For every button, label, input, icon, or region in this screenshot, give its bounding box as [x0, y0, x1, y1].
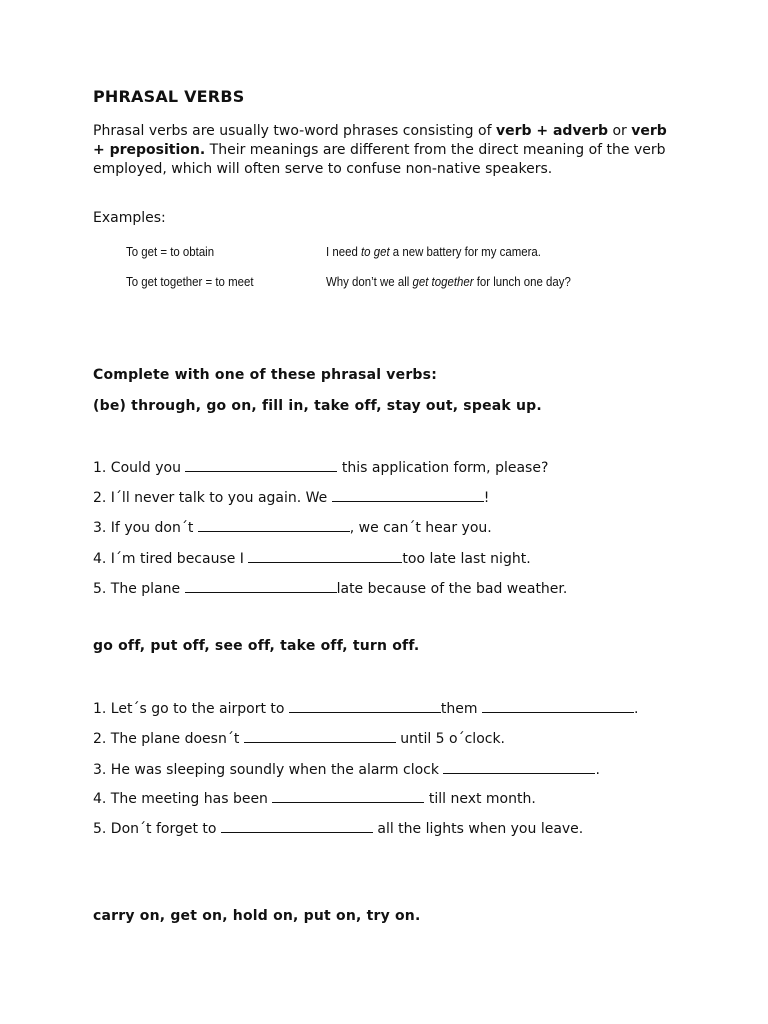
section1-question-1 [93, 457, 548, 476]
section1-instruction: Complete with one of these phrasal verbs: [93, 367, 437, 383]
example-phrasal-verb: get together [412, 274, 474, 289]
section2-options: go off, put off, see off, take off, turn off. [93, 638, 420, 654]
answer-blank[interactable] [482, 698, 634, 713]
question-text: them [440, 701, 482, 717]
intro-text-2: or [608, 123, 632, 139]
intro-text-1: Phrasal verbs are usually two-word phrases consisting of [93, 123, 496, 139]
question-text: all the lights when you leave. [372, 821, 584, 837]
example-sentence-text: a new battery for my camera. [389, 244, 541, 259]
example-phrasal-verb: to get [360, 244, 390, 259]
answer-blank[interactable] [443, 759, 595, 774]
question-text: too late last night. [402, 551, 531, 567]
section1-options: (be) through, go on, fill in, take off, stay out, speak up. [93, 398, 542, 414]
example-sentence-1 [326, 244, 541, 259]
answer-blank[interactable] [248, 548, 402, 563]
question-text: ! [483, 490, 490, 506]
question-text: 2. The plane doesn´t [93, 731, 244, 747]
answer-blank[interactable] [221, 818, 373, 833]
question-text: this application form, please? [337, 460, 549, 476]
intro-text-3: Their meanings are different from the direct meaning of the verb employed, which will often serve to confuse non-native speakers. [93, 142, 666, 177]
question-text: till next month. [424, 791, 536, 807]
example-sentence-text: Why don’t we all [326, 274, 413, 289]
example-definition-2: To get together = to meet [126, 274, 254, 289]
section2-question-1 [93, 698, 638, 717]
section1-question-5 [93, 578, 567, 597]
question-text: 1. Let´s go to the airport to [93, 701, 289, 717]
section2-question-5 [93, 818, 583, 837]
question-text: until 5 o´clock. [395, 731, 506, 747]
question-text: 3. If you don´t [93, 520, 198, 536]
intro-bold-2: verb + preposition. [93, 123, 667, 158]
answer-blank[interactable] [289, 698, 441, 713]
question-text: . [595, 762, 600, 778]
question-text: 5. The plane [93, 581, 185, 597]
section2-question-3 [93, 759, 600, 778]
section1-question-3 [93, 517, 492, 536]
example-sentence-2 [326, 274, 571, 289]
section1-question-4 [93, 548, 531, 567]
section2-question-2 [93, 728, 505, 747]
question-text: 3. He was sleeping soundly when the alarm clock [93, 762, 444, 778]
example-definition-1: To get = to obtain [126, 244, 215, 259]
question-text: , we can´t hear you. [349, 520, 492, 536]
question-text: 5. Don´t forget to [93, 821, 221, 837]
examples-label: Examples: [93, 210, 166, 226]
example-sentence-text: I need [326, 244, 361, 259]
answer-blank[interactable] [332, 487, 484, 502]
question-text: late because of the bad weather. [336, 581, 568, 597]
page-title: PHRASAL VERBS [93, 87, 245, 106]
question-text: 4. The meeting has been [93, 791, 273, 807]
question-text: 2. I´ll never talk to you again. We [93, 490, 332, 506]
section2-question-4 [93, 788, 536, 807]
intro-paragraph [93, 122, 683, 179]
answer-blank[interactable] [185, 457, 337, 472]
intro-bold-1: verb + adverb [495, 123, 608, 139]
question-text: . [634, 701, 639, 717]
section1-question-2 [93, 487, 489, 506]
example-sentence-text: for lunch one day? [473, 274, 571, 289]
answer-blank[interactable] [198, 517, 350, 532]
answer-blank[interactable] [244, 728, 396, 743]
section3-options: carry on, get on, hold on, put on, try on. [93, 908, 421, 924]
answer-blank[interactable] [272, 788, 424, 803]
question-text: 4. I´m tired because I [93, 551, 249, 567]
question-text: 1. Could you [93, 460, 186, 476]
answer-blank[interactable] [185, 578, 337, 593]
